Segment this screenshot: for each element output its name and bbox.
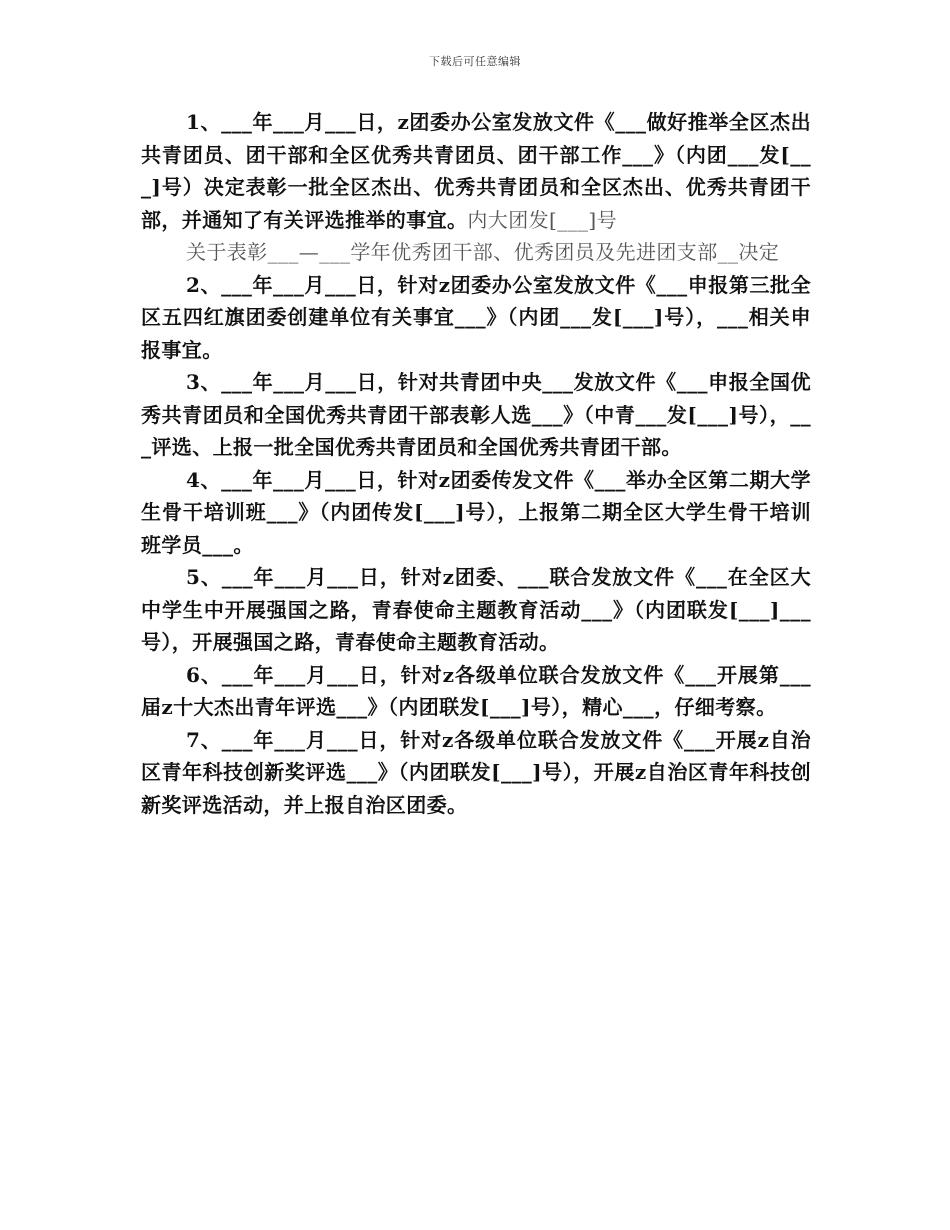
paragraph-2 xyxy=(141,269,811,367)
paragraph-5-text: 5、___年___月___日，针对z团委、___联合发放文件《___在全区大中学生中开展强国之路，青春使命主题教育活动___》（内团联发[___]___号），开展强国之路，青春使命主题教育活动。 xyxy=(141,565,811,654)
paragraph-3-text: 3、___年___月___日，针对共青团中央___发放文件《___申报全国优秀共青团员和全国优秀共青团干部表彰人选___》（中青___发[___]号），___评选、上报一批全国优秀共青团员和全国优秀共青团干部。 xyxy=(141,370,811,459)
page-header: 下载后可任意编辑 xyxy=(429,55,521,68)
paragraph-1-trail: 内大团发[___]号 xyxy=(467,207,618,232)
paragraph-7 xyxy=(141,724,811,822)
paragraph-2-text: 2、___年___月___日，针对z团委办公室发放文件《___申报第三批全区五四红旗团委创建单位有关事宜___》（内团___发[___]号），___相关申报事宜。 xyxy=(141,272,811,362)
paragraph-5 xyxy=(141,561,811,659)
paragraph-6 xyxy=(141,659,811,724)
paragraph-3 xyxy=(141,366,811,464)
paragraph-1-text: 1、___年___月___日，z团委办公室发放文件《___做好推举全区杰出共青团员、团干部和全区优秀共青团员、团干部工作___》（内团___发[___]号）决定表彰一批全区杰出、优秀共青团员和全区杰出、优秀共青团干部，并通知了有关评选推举的事宜。 xyxy=(141,110,811,232)
paragraph-1 xyxy=(141,106,811,236)
document-body xyxy=(141,106,811,821)
paragraph-title xyxy=(141,236,811,269)
paragraph-6-text: 6、___年___月___日，针对z各级单位联合发放文件《___开展第___届z十大杰出青年评选___》（内团联发[___]号），精心___，仔细考察。 xyxy=(141,662,811,719)
paragraph-7-text: 7、___年___月___日，针对z各级单位联合发放文件《___开展z自治区青年科技创新奖评选___》（内团联发[___]号），开展z自治区青年科技创新奖评选活动，并上报自治区团委。 xyxy=(141,727,811,817)
paragraph-4-text: 4、___年___月___日，针对z团委传发文件《___举办全区第二期大学生骨干培训班___》（内团传发[___]号），上报第二期全区大学生骨干培训班学员___。 xyxy=(141,467,811,557)
paragraph-title-text: 关于表彰___—___学年优秀团干部、优秀团员及先进团支部__决定 xyxy=(186,240,780,264)
paragraph-4 xyxy=(141,464,811,562)
